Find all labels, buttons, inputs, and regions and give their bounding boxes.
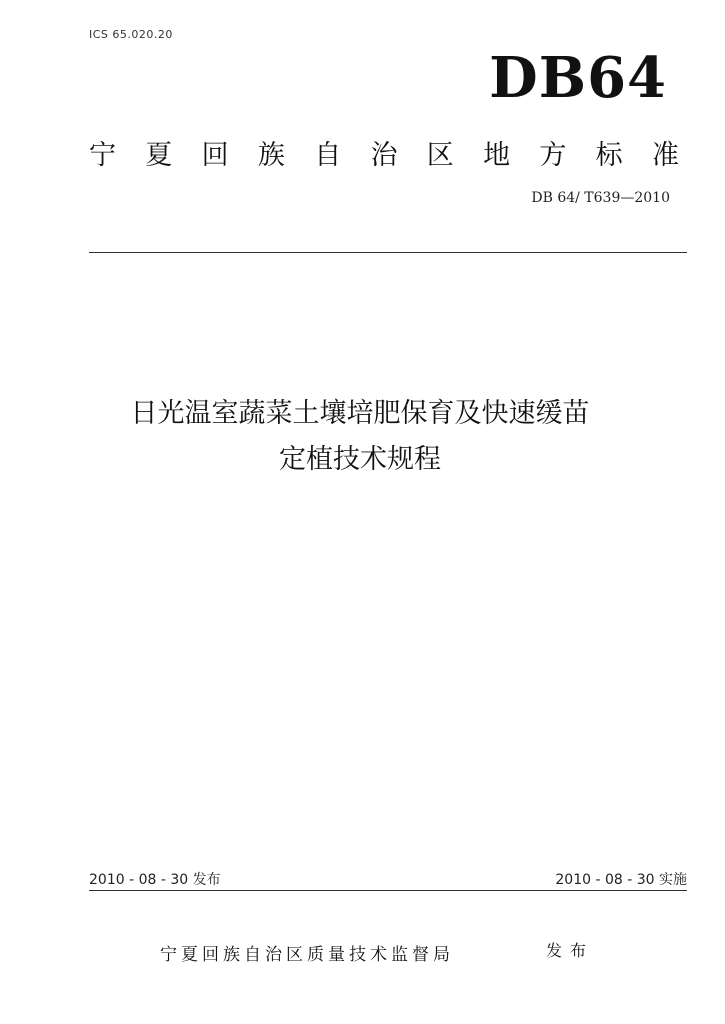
issuing-authority: 宁夏回族自治区质量技术监督局 xyxy=(160,945,454,965)
standard-type-char: 方 xyxy=(539,140,567,171)
issue-date: 2010 - 08 - 30 发布 xyxy=(89,872,221,888)
standard-type-char: 治 xyxy=(370,140,398,171)
standard-type-char: 夏 xyxy=(145,140,173,171)
standard-type-char: 宁 xyxy=(89,140,116,171)
standard-type-char: 准 xyxy=(651,140,679,171)
standard-type-char: 族 xyxy=(257,140,285,171)
document-title-line-1: 日光温室蔬菜土壤培肥保育及快速缓苗 xyxy=(130,398,590,429)
standard-type-char: 标 xyxy=(595,140,623,171)
standard-number: DB 64/ T639—2010 xyxy=(531,190,670,206)
standard-type-char: 区 xyxy=(426,140,454,171)
ics-code: ICS 65.020.20 xyxy=(89,28,173,41)
top-divider xyxy=(89,252,687,253)
bottom-divider xyxy=(89,890,687,891)
standard-type-char: 自 xyxy=(314,140,342,171)
implementation-date: 2010 - 08 - 30 实施 xyxy=(555,872,687,888)
db-code: DB64 xyxy=(489,45,667,111)
standard-type xyxy=(89,133,679,172)
standard-type-char: 回 xyxy=(201,140,229,171)
document-title-line-2: 定植技术规程 xyxy=(279,444,441,475)
issue-label: 发布 xyxy=(546,941,595,960)
standard-type-char: 地 xyxy=(483,140,511,171)
